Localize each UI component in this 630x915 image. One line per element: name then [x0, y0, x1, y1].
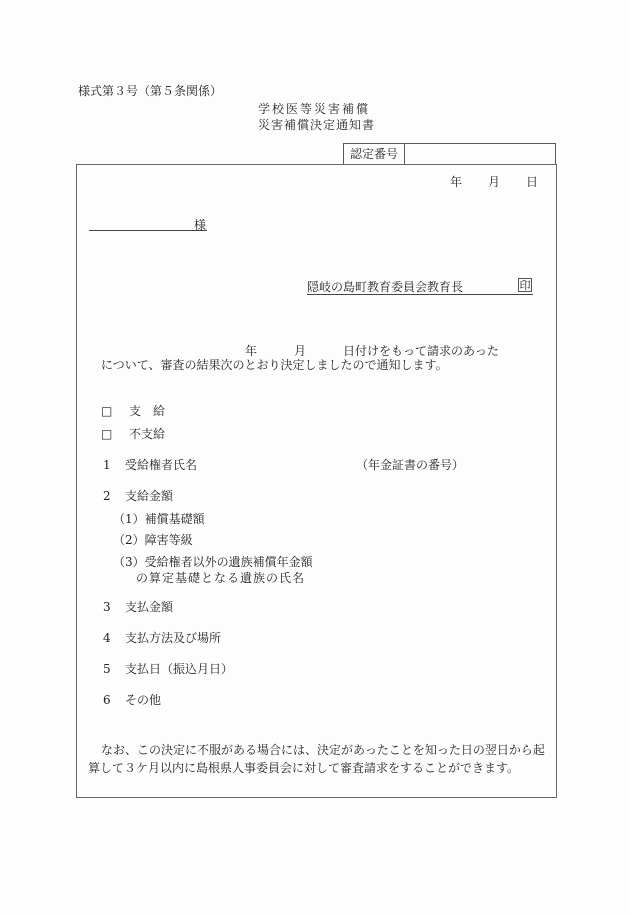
- option-payment-label: 支 給: [129, 404, 166, 418]
- subitem-base-amount: （1）補償基礎額: [113, 512, 205, 526]
- item-6: 6 その他: [103, 693, 162, 707]
- payment-date-label: 支払日（振込月日）: [125, 662, 234, 676]
- subitem-survivor-pension: （3）受給権者以外の遺族補償年金額: [113, 555, 313, 569]
- title-line-1: 学校医等災害補償: [258, 102, 371, 116]
- request-date-suffix: 日付けをもって請求のあった: [343, 344, 499, 358]
- request-date-line: [245, 345, 499, 357]
- issuer-underline: [307, 294, 533, 295]
- certification-number-box: [343, 143, 556, 164]
- notification-statement: について、審査の結果次のとおり決定しましたので通知します。: [101, 358, 448, 372]
- addressee-name-line[interactable]: [89, 230, 207, 231]
- option-non-payment-label: 不支給: [129, 427, 166, 441]
- item-3: 3 支払金額: [103, 600, 174, 614]
- title-line-2: 災害補償決定通知書: [258, 118, 376, 132]
- item-2: 2 支給金額: [103, 489, 174, 503]
- checkbox-icon[interactable]: □: [101, 404, 113, 418]
- payment-amount-label: 支給金額: [125, 489, 174, 503]
- certification-number-label: 認定番号: [344, 144, 405, 164]
- paid-amount-label: 支払金額: [125, 600, 174, 614]
- issuer-name: 隠岐の島町教育委員会教育長: [307, 280, 464, 294]
- item-4: 4 支払方法及び場所: [103, 631, 222, 645]
- item-5: 5 支払日（振込月日）: [103, 662, 234, 676]
- addressee-honorific: 様: [194, 218, 207, 232]
- appeal-notice-line-1: なお、この決定に不服がある場合には、決定があったことを知った日の翌日から起: [101, 743, 545, 757]
- recipient-name-label: 受給権者氏名: [125, 458, 198, 472]
- issue-date: [450, 176, 538, 188]
- form-id: 様式第３号（第５条関係）: [78, 84, 223, 98]
- option-non-payment[interactable]: [101, 428, 165, 440]
- subitem-survivor-pension-cont: の算定基礎となる遺族の氏名: [136, 571, 306, 585]
- request-month-label: 月: [294, 344, 307, 358]
- date-month-label: 月: [488, 175, 501, 189]
- subitem-disability-grade: （2）障害等級: [113, 533, 193, 547]
- date-day-label: 日: [526, 175, 539, 189]
- appeal-notice-line-2: 算して３ケ月以内に島根県人事委員会に対して審査請求をすることができます。: [88, 761, 520, 775]
- pension-certificate-number-label: （年金証書の番号）: [356, 458, 465, 472]
- certification-number-field[interactable]: [405, 144, 555, 164]
- request-year-label: 年: [245, 344, 258, 358]
- seal-mark: 印: [519, 279, 531, 292]
- checkbox-icon[interactable]: □: [101, 427, 113, 441]
- other-label: その他: [125, 693, 162, 707]
- item-1: 1 受給権者氏名: [103, 458, 198, 472]
- option-payment[interactable]: [101, 405, 165, 417]
- payment-method-label: 支払方法及び場所: [125, 631, 222, 645]
- date-year-label: 年: [450, 175, 463, 189]
